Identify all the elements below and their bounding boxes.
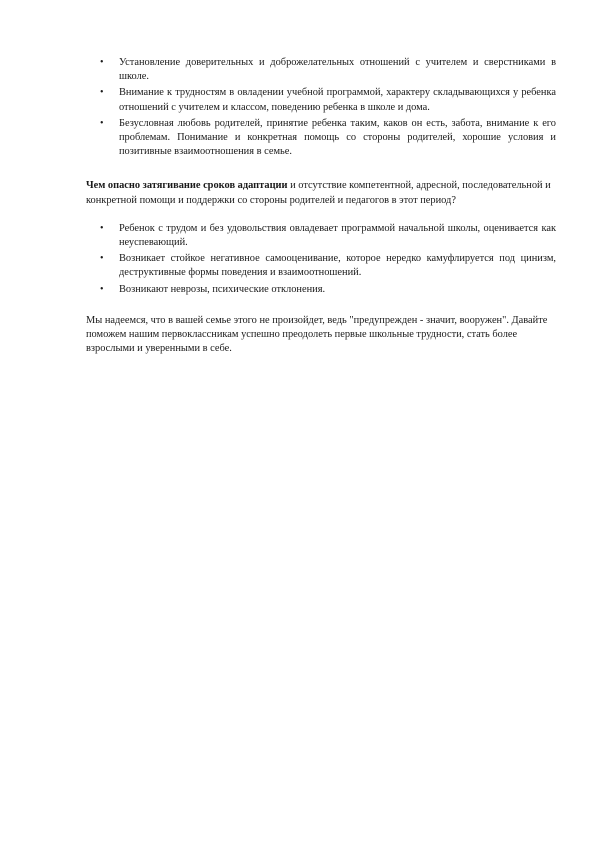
bullet-icon: • (100, 283, 104, 295)
list-item-text: Внимание к трудностям в овладении учебной программой, характеру складывающихся у ребенка отношений с учителем и классом, поведению ребенка в школе и дома. (119, 87, 556, 113)
bullet-icon: • (100, 117, 104, 129)
closing-paragraph: Мы надеемся, что в вашей семье этого не произойдет, ведь "предупрежден - значит, вооружен". Давайте поможем нашим первоклассникам успешно преодолеть первые школьные трудности, стать более взрослыми и уверенными в себе. (86, 314, 548, 355)
list-item-text: Установление доверительных и доброжелательных отношений с учителем и сверстниками в школе. (119, 57, 556, 83)
bullet-list-risks (86, 222, 556, 297)
question-paragraph (86, 179, 556, 207)
bullet-list-conditions (86, 56, 556, 159)
list-item-text: Ребенок с трудом и без удовольствия овладевает программой начальной школы, оценивается как неуспевающий. (119, 222, 556, 249)
bullet-icon: • (100, 57, 104, 68)
document-content (86, 56, 556, 356)
list-item-text: Возникают неврозы, психические отклонения. (119, 283, 326, 295)
question-bold-text: Чем опасно затягивание сроков адаптации (86, 180, 288, 192)
list-item-text: Безусловная любовь родителей, принятие ребенка таким, каков он есть, забота, внимание к его проблемам. Понимание и конкретная помощь со стороны родителей, хорошие условия и позитивные взаимоотношения в семье. (119, 117, 556, 158)
list-item (86, 222, 556, 250)
list-item (86, 86, 556, 114)
list-item (86, 283, 556, 297)
list-item-text: Возникает стойкое негативное самооценивание, которое нередко камуфлируется под цинизм, деструктивные формы поведения и взаимоотношений. (119, 253, 556, 279)
list-item (86, 117, 556, 160)
question-text: и отсутствие компетентной, адресной, последовательной и конкретной помощи и поддержки со стороны родителей и педагогов в этот период? (86, 180, 551, 206)
bullet-icon: • (100, 222, 104, 234)
bullet-icon: • (100, 87, 104, 99)
bullet-icon: • (100, 253, 104, 265)
list-item (86, 252, 556, 280)
list-item (86, 56, 556, 84)
